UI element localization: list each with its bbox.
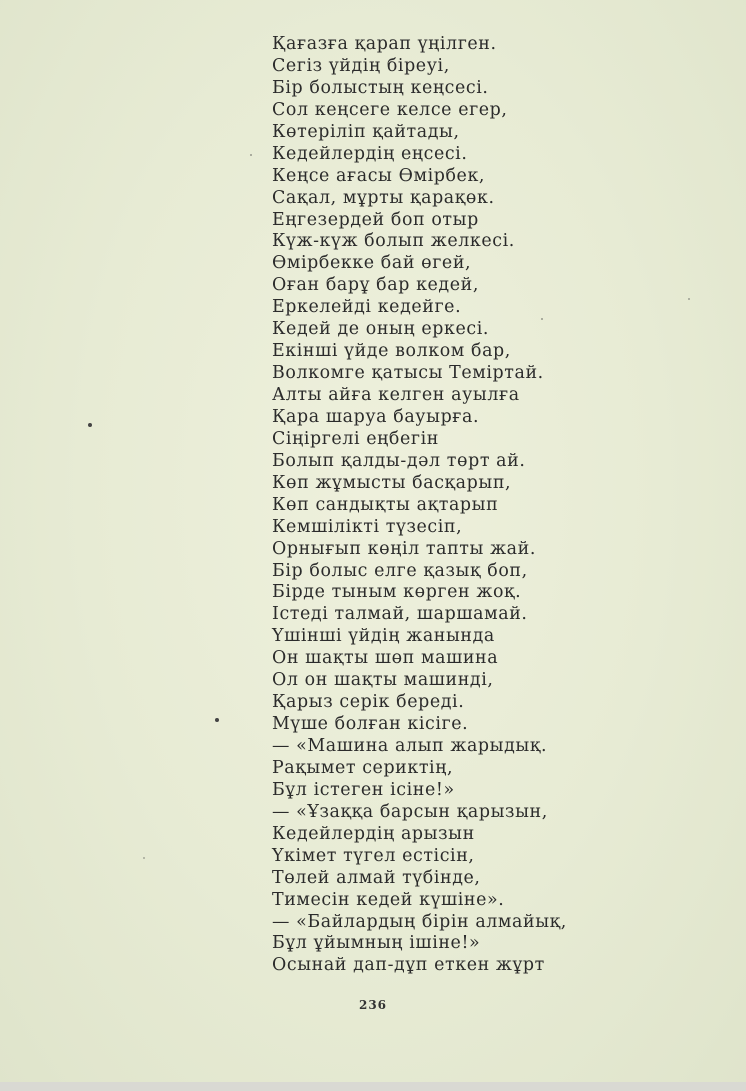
poem-line: Орнығып көңіл тапты жай. — [272, 538, 536, 559]
poem-line: Он шақты шөп машина — [272, 648, 499, 669]
poem-line: Ол он шақты машинді, — [272, 670, 494, 691]
poem-line: Көп жұмысты басқарып, — [272, 472, 512, 493]
poem-line: Қарыз серік береді. — [272, 692, 465, 713]
poem-line: Істеді талмай, шаршамай. — [272, 604, 528, 625]
poem-line: Кедейлердің арызын — [272, 823, 475, 844]
poem-line: Бірде тыным көрген жоқ. — [272, 582, 522, 603]
poem-line: Өмірбекке бай өгей, — [272, 253, 472, 274]
poem-line: Бұл ұйымның ішіне!» — [272, 933, 481, 954]
poem-line: Бұл істеген ісіне!» — [272, 779, 455, 800]
poem-line: Көтеріліп қайтады, — [272, 121, 460, 142]
paper-speck — [143, 857, 145, 859]
paper-speck — [88, 423, 92, 427]
page-number: 236 — [358, 998, 388, 1012]
poem-line: Болып қалды-дәл төрт ай. — [272, 450, 526, 471]
poem-line: Сақал, мұрты қарақөк. — [272, 187, 495, 208]
paper-speck — [541, 318, 543, 320]
poem-line: Рақымет сериктің, — [272, 757, 454, 778]
poem-line: Мүше болған кісіге. — [272, 714, 469, 735]
poem-line: Екінші үйде волком бар, — [272, 341, 511, 362]
poem-line: — «Байлардың бірін алмайық, — [272, 911, 567, 932]
poem-line: Еңгезердей боп отыр — [272, 209, 479, 230]
poem-line: Қара шаруа бауырға. — [272, 406, 480, 427]
poem-line: Кедей де оның еркесі. — [272, 319, 489, 340]
scan-edge — [0, 1082, 746, 1091]
poem-line: Көп сандықты ақтарып — [272, 494, 499, 515]
poem-line: Оған барұ бар кедей, — [272, 275, 479, 296]
poem-line: Төлей алмай түбінде, — [272, 867, 481, 888]
poem-line: Үкімет түгел естісін, — [272, 845, 475, 866]
poem-line: Бір болыстың кеңсесі. — [272, 77, 489, 98]
poem-line: Кемшілікті түзесіп, — [272, 516, 463, 537]
poem-line: Волкомге қатысы Теміртай. — [272, 363, 544, 384]
poem-line: Кеңсе ағасы Өмірбек, — [272, 165, 486, 186]
poem-line: Осынай дап-дұп еткен жұрт — [272, 955, 545, 976]
poem-line: Сіңіргелі еңбегін — [272, 428, 439, 449]
paper-speck — [215, 718, 219, 722]
poem-line: Қағазға қарап үңілген. — [272, 34, 497, 54]
poem-line: Күж-күж болып желкесі. — [272, 231, 515, 252]
poem-text — [272, 34, 692, 977]
poem-line: — «Ұзаққа барсын қарызын, — [272, 801, 548, 822]
poem-line: Үшінші үйдің жанында — [272, 626, 495, 647]
poem-line: Алты айға келген ауылға — [272, 385, 520, 405]
poem-line: Тимесін кедей күшіне». — [272, 889, 505, 910]
poem-line: Сегіз үйдің біреуі, — [272, 55, 450, 76]
poem-line: Бір болыс елге қазық боп, — [272, 560, 528, 581]
poem-line: Сол кеңсеге келсе егер, — [272, 99, 508, 120]
poem-line: — «Машина алып жарыдық. — [272, 736, 548, 756]
paper-speck — [688, 298, 690, 300]
paper-speck — [250, 154, 252, 156]
poem-line: Еркелейді кедейге. — [272, 297, 462, 318]
poem-line: Кедейлердің еңсесі. — [272, 143, 468, 164]
